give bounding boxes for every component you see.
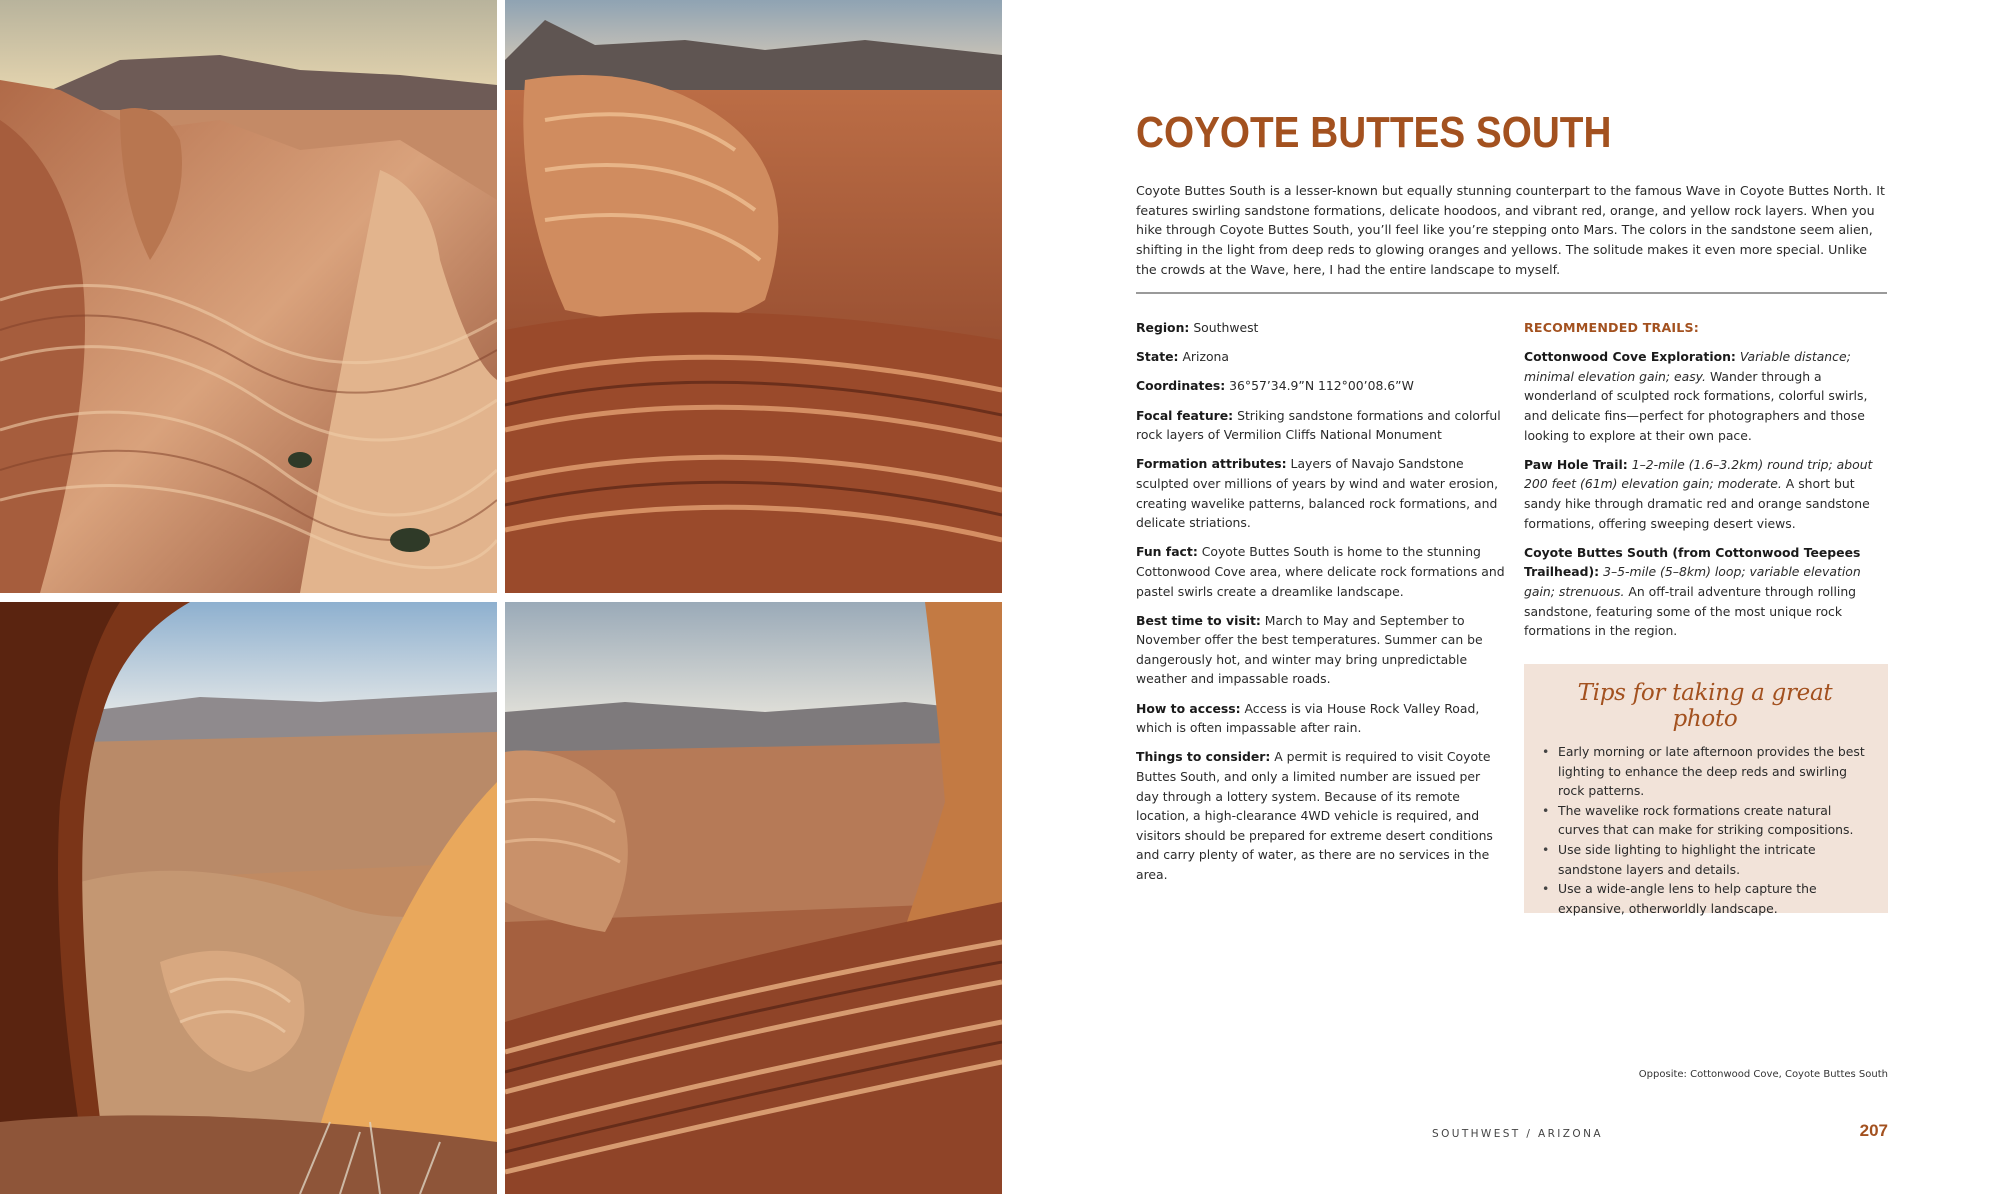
footer-section-label: SOUTHWEST / ARIZONA xyxy=(1432,1128,1603,1140)
fact-formation-attributes: Formation attributes: Layers of Navajo Sandstone sculpted over millions of years by wind and water erosion, creating wavelike patterns, balanced rock formations, and delicate striations. xyxy=(1136,456,1499,531)
trail-coyote-buttes-south: Coyote Buttes South (from Cottonwood Teepees Trailhead): 3–5-mile (5–8km) loop; variable elevation gain; strenuous. An off-trail adventure through rolling sandstone, featuring some of the most unique rock formations in the region. xyxy=(1524,544,1861,639)
page-title: COYOTE BUTTES SOUTH xyxy=(1136,108,1612,157)
photo-swirling-sandstone-cone xyxy=(505,0,1002,593)
fact-state: State: Arizona xyxy=(1136,349,1229,365)
tip-item: • The wavelike rock formations create natural curves that can make for striking compositions. xyxy=(1542,801,1868,840)
fact-region: Region: Southwest xyxy=(1136,320,1259,335)
page-number: 207 xyxy=(1859,1121,1888,1140)
trails-column xyxy=(1524,318,1888,650)
facts-column xyxy=(1136,318,1506,894)
photo-caption: Opposite: Cottonwood Cove, Coyote Buttes South xyxy=(1638,1069,1888,1080)
section-divider xyxy=(1136,292,1887,294)
intro-paragraph: Coyote Buttes South is a lesser-known but equally stunning counterpart to the famous Wave in Coyote Buttes North. It features swirling sandstone formations, delicate hoodoos, and vibrant red, orange, and yellow rock layers. When you hike through Coyote Buttes South, you’ll feel like you’re stepping onto Mars. The colors in the sandstone seem alien, shifting in the light from deep reds to glowing oranges and yellows. The solitude makes it even more special. Unlike the crowds at the Wave, here, I had the entire landscape to myself. xyxy=(1136,183,1885,277)
tips-list xyxy=(1542,742,1868,918)
tip-item: • Use side lighting to highlight the intricate sandstone layers and details. xyxy=(1542,840,1868,879)
fact-how-to-access: How to access: Access is via House Rock Valley Road, which is often impassable after rain. xyxy=(1136,700,1480,736)
fact-best-time: Best time to visit: March to May and September to November offer the best temperatures. Summer can be dangerously hot, and winter may bring unpredictable weather and impassable roads. xyxy=(1136,612,1483,687)
fact-focal-feature: Focal feature: Striking sandstone formations and colorful rock layers of Vermilion Cliffs National Monument xyxy=(1136,407,1501,443)
photo-canyon-arch-view xyxy=(0,602,497,1194)
trail-paw-hole: Paw Hole Trail: 1–2-mile (1.6–3.2km) round trip; about 200 feet (61m) elevation gain; moderate. A short but sandy hike through dramatic red and orange sandstone formations, offering sweeping desert views. xyxy=(1524,456,1873,531)
tips-title: Tips for taking a great photo xyxy=(1577,680,1833,732)
photo-tips-box xyxy=(1524,664,1888,916)
fact-fun-fact: Fun fact: Coyote Buttes South is home to the stunning Cottonwood Cove area, where delicate rock formations and pastel swirls create a dreamlike landscape. xyxy=(1136,544,1505,599)
trails-heading: RECOMMENDED TRAILS: xyxy=(1524,320,1700,335)
photo-sandstone-hoodoos xyxy=(0,0,497,593)
fact-coordinates: Coordinates: 36°57’34.9”N 112°00’08.6”W xyxy=(1136,378,1414,394)
fact-things-to-consider: Things to consider: A permit is required to visit Coyote Buttes South, and only a limited number are issued per day through a lottery system. Because of its remote location, a high-clearance 4WD vehicle is required, and visitors should be prepared for extreme desert conditions and carry plenty of water, as there are no services in the area. xyxy=(1136,749,1493,882)
tip-item: • Use a wide-angle lens to help capture the expansive, otherworldly landscape. xyxy=(1542,879,1868,918)
trail-cottonwood-cove: Cottonwood Cove Exploration: Variable distance; minimal elevation gain; easy. Wander through a wonderland of sculpted rock formations, colorful swirls, and delicate fins—perfect for photographers and those looking to explore at their own pace. xyxy=(1524,349,1868,443)
tip-item: • Early morning or late afternoon provides the best lighting to enhance the deep reds and swirling rock patterns. xyxy=(1542,742,1868,801)
photo-layered-rock-ledge xyxy=(505,602,1002,1194)
